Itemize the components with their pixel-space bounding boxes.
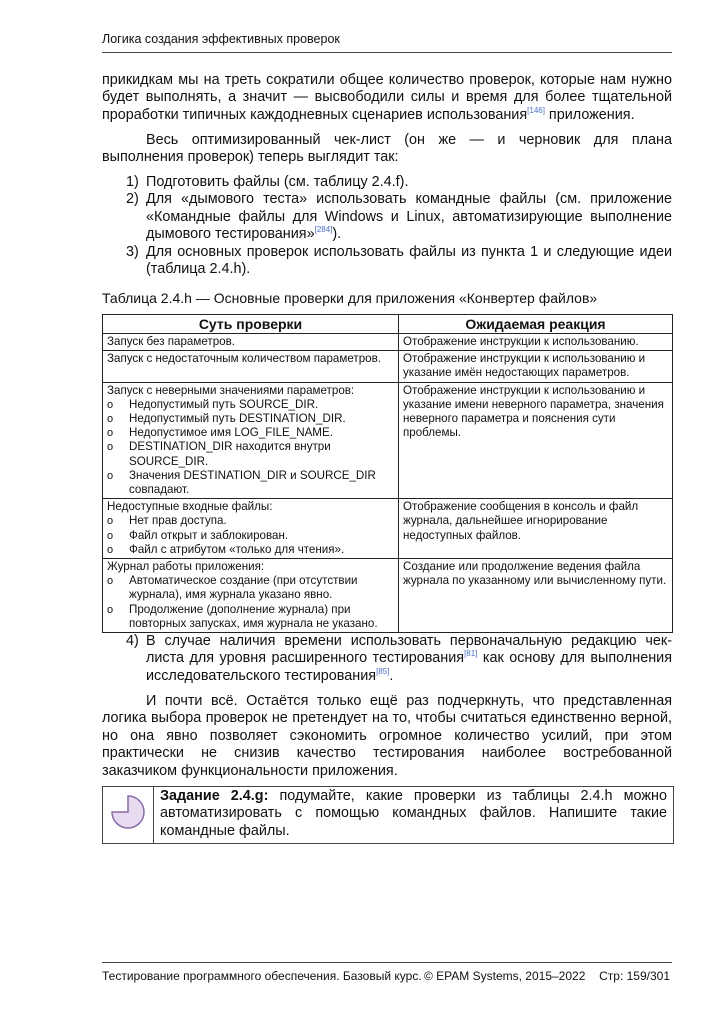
footer-copyright: © EPAM Systems, 2015–2022	[424, 969, 586, 983]
bullet-item: o Недопустимое имя LOG_FILE_NAME.	[107, 426, 394, 440]
check-title: Журнал работы приложения:	[107, 560, 265, 574]
footer-page-number: Стр: 159/301	[599, 969, 670, 983]
paragraph-1-text: прикидкам мы на треть сократили общее количество проверок, которые нам нужно будет выполнять, а значит — высвободили силы и время для более тщательной проработки типичных каждодневных сценариев использования	[102, 72, 672, 123]
checklist-continued	[102, 633, 672, 685]
list-item	[102, 191, 672, 243]
paragraph-2-text: Весь оптимизированный чек-лист (он же — и черновик для плана выполнения проверок) теперь выглядит так:	[102, 132, 672, 166]
paragraph-1	[102, 72, 672, 124]
table-row	[103, 559, 673, 633]
check-cell: Запуск без параметров.	[103, 334, 399, 351]
checklist	[102, 174, 672, 278]
reference-link[interactable]: [81]	[464, 649, 478, 659]
page-header	[102, 32, 672, 53]
list-number: 1)	[126, 174, 139, 190]
task-label: Задание 2.4.g:	[160, 788, 269, 804]
task-body: подумайте, какие проверки из таблицы 2.4.h можно автоматизировать с помощью командных файлов. Напишите такие командные файлы.	[160, 788, 667, 839]
footer-course: Тестирование программного обеспечения. Базовый курс.	[102, 969, 422, 983]
task-text	[154, 787, 673, 843]
list-item-text: Для основных проверок использовать файлы из пункта 1 и следующие идеи (таблица 2.4.h).	[146, 243, 672, 278]
bullet-item: o Продолжение (дополнение журнала) при повторных запусках, имя журнала не указано.	[107, 603, 394, 631]
bullet-item: o DESTINATION_DIR находится внутри SOURCE_DIR.	[107, 440, 394, 468]
list-item	[102, 244, 672, 279]
paragraph-1-tail: приложения.	[544, 106, 635, 123]
bullet-item: o Файл с атрибутом «только для чтения».	[107, 543, 394, 557]
list-number: 3)	[126, 243, 139, 260]
paragraph-3	[102, 693, 672, 780]
expected-cell: Отображение инструкции к использованию.	[399, 334, 673, 351]
check-cell	[103, 382, 399, 499]
list-item-tail: .	[389, 667, 394, 684]
table-row	[103, 334, 673, 351]
list-number: 2)	[126, 191, 139, 208]
list-item	[102, 633, 672, 685]
list-item-text: В случае наличия времени использовать первоначальную редакцию чек-листа для уровня расширенного тестирования	[146, 633, 672, 667]
list-number: 4)	[126, 633, 139, 649]
check-title: Запуск с неверными значениями параметров:	[107, 383, 355, 397]
list-item-text: Подготовить файлы (см. таблицу 2.4.f).	[146, 174, 409, 190]
check-cell	[103, 499, 399, 559]
checks-table	[102, 314, 673, 633]
table-row	[103, 351, 673, 382]
page-footer	[102, 962, 672, 983]
list-item-text: как основу для выполнения исследовательского тестирования	[146, 650, 672, 684]
paragraph-2	[102, 132, 672, 167]
table-caption: Таблица 2.4.h — Основные проверки для приложения «Конвертер файлов»	[102, 290, 598, 306]
reference-link[interactable]: [85]	[376, 667, 390, 677]
list-item-text: Для «дымового теста» использовать командные файлы (см. приложение «Командные файлы для Windows и Linux, автоматизирующие выполнение дымового тестирования»	[146, 191, 672, 243]
bullet-item: o Недопустимый путь SOURCE_DIR.	[107, 398, 394, 412]
table-header-row	[103, 315, 673, 334]
expected-cell: Отображение сообщения в консоль и файл журнала, дальнейшее игнорирование недоступных файлов.	[399, 499, 673, 559]
header-check: Суть проверки	[103, 315, 399, 334]
bullet-item: o Файл открыт и заблокирован.	[107, 529, 394, 543]
paragraph-3-text: И почти всё. Остаётся только ещё раз подчеркнуть, что представленная логика выбора проверок не претендует на то, чтобы считаться единственно верной, но она явно позволяет сэкономить огромное количество усилий, при этом практически не снизив качество тестирования наиболее востребованной заказчиком функциональности приложения.	[102, 693, 672, 779]
bullet-item: o Недопустимый путь DESTINATION_DIR.	[107, 412, 394, 426]
expected-cell: Создание или продолжение ведения файла журнала по указанному или вычисленному пути.	[399, 559, 673, 633]
bullet-item: o Автоматическое создание (при отсутствии журнала), имя журнала указано явно.	[107, 574, 394, 602]
header-expected: Ожидаемая реакция	[399, 315, 673, 334]
task-box	[102, 786, 674, 844]
reference-link[interactable]: [146]	[527, 106, 545, 116]
bullet-item: o Нет прав доступа.	[107, 514, 394, 528]
header-title: Логика создания эффективных проверок	[102, 32, 340, 46]
check-cell: Запуск с недостаточным количеством параметров.	[103, 351, 399, 382]
bullet-item: o Значения DESTINATION_DIR и SOURCE_DIR совпадают.	[107, 469, 394, 497]
expected-cell: Отображение инструкции к использованию и указание имени неверного параметра, значения неверного параметра и пояснения сути проблемы.	[399, 382, 673, 499]
check-cell	[103, 559, 399, 633]
pie-chart-icon	[103, 787, 154, 843]
check-title: Недоступные входные файлы:	[107, 500, 273, 514]
expected-cell: Отображение инструкции к использованию и указание имён недостающих параметров.	[399, 351, 673, 382]
table-row	[103, 499, 673, 559]
list-item	[102, 174, 672, 191]
table-row	[103, 382, 673, 499]
reference-link[interactable]: [284]	[314, 225, 333, 235]
list-item-tail: ).	[332, 226, 342, 243]
